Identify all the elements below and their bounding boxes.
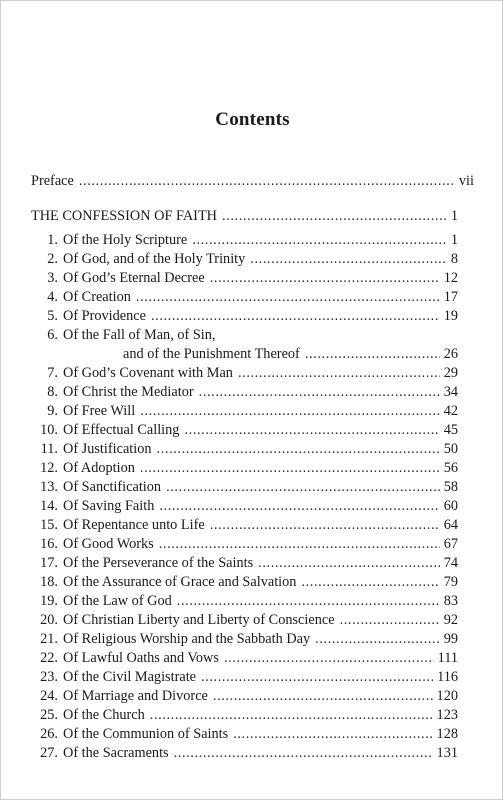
toc-chapter-number: 5.	[47, 308, 58, 324]
toc-chapter-label: Of Repentance unto Life	[63, 517, 205, 533]
toc-chapter-page: 64	[443, 517, 458, 533]
toc-chapter-5	[31, 307, 458, 327]
toc-chapter-label: Of Lawful Oaths and Vows	[63, 650, 219, 666]
toc-chapter-13	[31, 478, 458, 498]
dot-leader	[222, 207, 447, 225]
toc-chapter-number: 22.	[40, 650, 58, 666]
dot-leader	[213, 687, 433, 705]
toc-chapter-page: 29	[443, 365, 458, 381]
toc-entry-page: vii	[458, 173, 474, 189]
dot-leader	[258, 554, 440, 572]
dot-leader	[305, 345, 440, 363]
toc-entry-label: THE CONFESSION OF FAITH	[31, 208, 218, 224]
toc-entry-preface	[31, 172, 474, 192]
toc-chapter-number: 9.	[47, 403, 58, 419]
toc-chapter-number: 24.	[40, 688, 58, 704]
dot-leader	[174, 744, 433, 762]
toc-chapter-label: Of Saving Faith	[63, 498, 155, 514]
dot-leader	[233, 725, 432, 743]
toc-chapter-label: Of God’s Covenant with Man	[63, 365, 233, 381]
dot-leader	[315, 630, 440, 648]
toc-chapter-18	[31, 573, 458, 593]
toc-entry-page: 1	[450, 208, 458, 224]
toc-chapter-page: 123	[436, 707, 458, 723]
toc-chapter-21	[31, 630, 458, 650]
toc-chapter-label: Of the Civil Magistrate	[63, 669, 197, 685]
toc-chapter-6-second-line	[123, 345, 458, 365]
toc-chapter-number: 1.	[47, 232, 58, 248]
dot-leader	[301, 573, 439, 591]
toc-chapter-label: Of the Sacraments	[63, 745, 169, 761]
toc-chapter-number: 26.	[40, 726, 58, 742]
toc-chapter-label: Of the Perseverance of the Saints	[63, 555, 254, 571]
toc-chapter-page: 19	[443, 308, 458, 324]
toc-chapter-number: 14.	[40, 498, 58, 514]
dot-leader	[184, 421, 439, 439]
toc-chapter-label: Of Justification	[63, 441, 152, 457]
dot-leader	[140, 459, 440, 477]
toc-chapter-number: 10.	[40, 422, 58, 438]
toc-chapter-8	[31, 383, 458, 403]
toc-chapter-15	[31, 516, 458, 536]
toc-chapter-label: Of God’s Eternal Decree	[63, 270, 205, 286]
toc-chapter-label: Of Effectual Calling	[63, 422, 180, 438]
dot-leader	[250, 250, 447, 268]
dot-leader	[157, 440, 440, 458]
toc-chapter-2	[31, 250, 458, 270]
toc-chapter-9	[31, 402, 458, 422]
dot-leader	[340, 611, 440, 629]
toc-chapter-label: Of Creation	[63, 289, 131, 305]
toc-chapter-page: 26	[443, 346, 458, 362]
toc-chapter-12	[31, 459, 458, 479]
toc-chapter-3	[31, 269, 458, 289]
toc-chapter-number: 15.	[40, 517, 58, 533]
toc-chapter-number: 4.	[47, 289, 58, 305]
toc-chapter-label: Of God, and of the Holy Trinity	[63, 251, 246, 267]
toc-chapter-page: 83	[443, 593, 458, 609]
toc-chapter-23	[31, 668, 458, 688]
dot-leader	[79, 172, 455, 190]
toc-chapter-label-continued: and of the Punishment Thereof	[123, 346, 300, 362]
toc-entry-part	[31, 207, 458, 227]
toc-chapter-number: 21.	[40, 631, 58, 647]
toc-chapter-page: 50	[443, 441, 458, 457]
dot-leader	[159, 497, 439, 515]
toc-chapter-label: Of Sanctification	[63, 479, 162, 495]
dot-leader	[166, 478, 440, 496]
toc-chapter-number: 18.	[40, 574, 58, 590]
toc-chapter-number: 12.	[40, 460, 58, 476]
toc-chapter-27	[31, 744, 458, 764]
toc-chapter-number: 6.	[47, 327, 58, 343]
toc-chapter-label: Of the Communion of Saints	[63, 726, 229, 742]
toc-chapter-page: 92	[443, 612, 458, 628]
toc-chapter-number: 2.	[47, 251, 58, 267]
toc-chapter-number: 16.	[40, 536, 58, 552]
toc-chapter-number: 13.	[40, 479, 58, 495]
toc-chapter-page: 42	[443, 403, 458, 419]
toc-chapter-label: Of Marriage and Divorce	[63, 688, 208, 704]
toc-chapter-20	[31, 611, 458, 631]
toc-chapter-page: 116	[437, 669, 458, 685]
toc-chapter-label: Of Christian Liberty and Liberty of Conscience	[63, 612, 335, 628]
toc-chapter-label: Of Good Works	[63, 536, 154, 552]
toc-chapter-page: 8	[450, 251, 458, 267]
toc-chapter-page: 58	[443, 479, 458, 495]
toc-chapter-page: 111	[437, 650, 458, 666]
toc-chapter-25	[31, 706, 458, 726]
toc-chapter-number: 19.	[40, 593, 58, 609]
toc-chapter-7	[31, 364, 458, 384]
toc-chapter-page: 74	[443, 555, 458, 571]
toc-chapter-page: 17	[443, 289, 458, 305]
toc-chapter-number: 8.	[47, 384, 58, 400]
dot-leader	[210, 516, 440, 534]
toc-chapter-label: Of the Church	[63, 707, 145, 723]
toc-chapter-number: 17.	[40, 555, 58, 571]
toc-chapter-number: 7.	[47, 365, 58, 381]
toc-chapter-label: Of the Assurance of Grace and Salvation	[63, 574, 297, 590]
toc-chapter-10	[31, 421, 458, 441]
toc-chapter-page: 120	[436, 688, 458, 704]
toc-chapter-11	[31, 440, 458, 460]
dot-leader	[210, 269, 440, 287]
toc-chapter-page: 131	[436, 745, 458, 761]
dot-leader	[140, 402, 439, 420]
dot-leader	[136, 288, 440, 306]
dot-leader	[238, 364, 440, 382]
dot-leader	[177, 592, 440, 610]
toc-chapter-page: 67	[443, 536, 458, 552]
dot-leader	[201, 668, 433, 686]
toc-chapter-page: 12	[443, 270, 458, 286]
toc-chapter-label: Of Christ the Mediator	[63, 384, 194, 400]
toc-chapter-page: 1	[450, 232, 458, 248]
toc-chapter-page: 128	[436, 726, 458, 742]
toc-chapter-label: Of Free Will	[63, 403, 136, 419]
toc-chapter-label: Of the Law of God	[63, 593, 172, 609]
toc-chapter-17	[31, 554, 458, 574]
dot-leader	[159, 535, 440, 553]
toc-chapter-19	[31, 592, 458, 612]
toc-chapter-1	[31, 231, 458, 251]
toc-chapter-number: 11.	[40, 441, 58, 457]
toc-chapter-page: 45	[443, 422, 458, 438]
toc-chapter-number: 25.	[40, 707, 58, 723]
toc-chapter-label: Of Providence	[63, 308, 146, 324]
toc-chapter-number: 27.	[40, 745, 58, 761]
toc-chapter-4	[31, 288, 458, 308]
toc-entry-label: Preface	[31, 173, 74, 189]
page-title: Contents	[215, 109, 290, 130]
toc-chapter-label: Of Adoption	[63, 460, 135, 476]
toc-chapter-number: 23.	[40, 669, 58, 685]
toc-chapter-24	[31, 687, 458, 707]
toc-chapter-page: 56	[443, 460, 458, 476]
toc-chapter-6-first-line	[31, 326, 215, 344]
toc-chapter-page: 79	[443, 574, 458, 590]
toc-chapter-label: Of Religious Worship and the Sabbath Day	[63, 631, 311, 647]
toc-chapter-page: 60	[443, 498, 458, 514]
toc-chapter-page: 34	[443, 384, 458, 400]
toc-chapter-22	[31, 649, 458, 669]
dot-leader	[150, 706, 433, 724]
toc-chapter-14	[31, 497, 458, 517]
toc-chapter-16	[31, 535, 458, 555]
dot-leader	[224, 649, 434, 667]
dot-leader	[151, 307, 440, 325]
toc-chapter-label: Of the Fall of Man, of Sin,	[63, 327, 216, 343]
toc-chapter-label: Of the Holy Scripture	[63, 232, 188, 248]
dot-leader	[199, 383, 440, 401]
toc-chapter-page: 99	[443, 631, 458, 647]
toc-chapter-26	[31, 725, 458, 745]
toc-chapter-number: 3.	[47, 270, 58, 286]
toc-chapter-number: 20.	[40, 612, 58, 628]
dot-leader	[192, 231, 447, 249]
